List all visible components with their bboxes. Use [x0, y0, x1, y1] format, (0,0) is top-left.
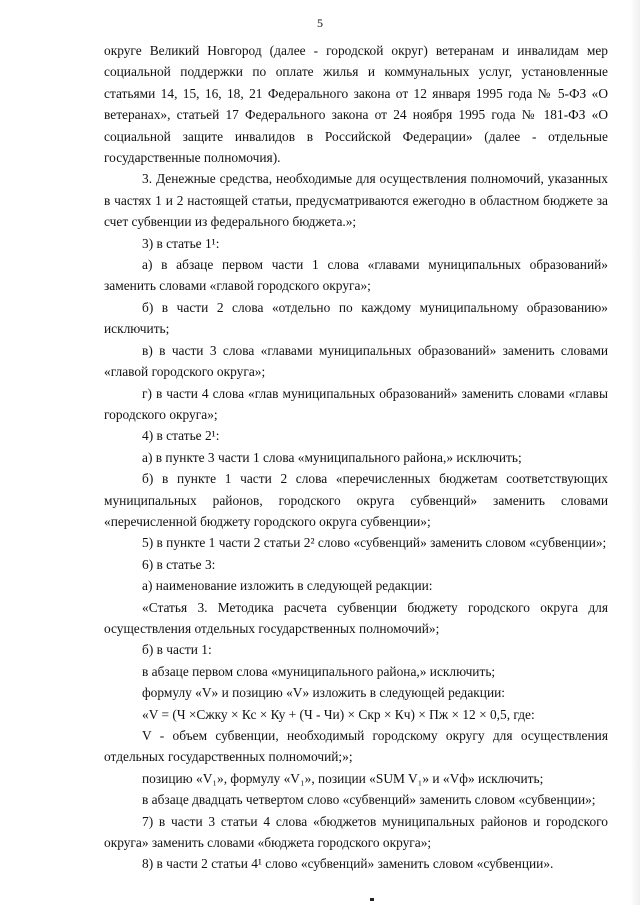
paragraph: округе Великий Новгород (далее - городской округ) ветеранам и инвалидам мер социальной поддержки по оплате жилья и коммунальных услуг, установленные статьями 14, 15, 16, 18, 21 Федерального закона от 12 января 1995 года № 5-ФЗ «О ветеранах», статьей 17 Федерального закона от 24 ноября 1995 года № 181-ФЗ «О социальной защите инвалидов в Российской Федерации» (далее - отдельные государственные полномочия). [104, 43, 608, 166]
paragraph: в) в части 3 слова «главами муниципальных образований» заменить словами «главой городского округа»; [104, 342, 608, 380]
page-number: 5 [317, 16, 323, 30]
paragraph: 5) в пункте 1 части 2 статьи 2² слово «субвенций» заменить словом «субвенции»; [142, 535, 607, 551]
paragraph: V - объем субвенции, необходимый городскому округу для осуществления отдельных государственных полномочий;»; [104, 728, 608, 765]
paragraph: 3. Денежные средства, необходимые для осуществления полномочий, указанных в частях 1 и 2 настоящей статьи, предусматриваются ежегодно в областном бюджете за счет субвенции из федерального бюджета.»; [104, 171, 608, 230]
paragraph: 3) в статье 1¹: [142, 235, 220, 251]
paragraph: б) в части 1: [142, 642, 212, 658]
paragraph: позицию «V₁», формулу «V₁», позиции «SUM V₁» и «Vф» исключить; [142, 770, 544, 786]
scan-artifact-mark [370, 898, 374, 901]
paragraph: г) в части 4 слова «глав муниципальных образований» заменить словами «главы городского округа»; [104, 385, 608, 422]
paragraph: а) в абзаце первом части 1 слова «главами муниципальных образований» заменить словами «главой городского округа»; [104, 257, 608, 294]
paragraph: «Статья 3. Методика расчета субвенции бюджету городского округа для осуществления отдельных государственных полномочий»; [104, 599, 608, 636]
paragraph: в абзаце двадцать четвертом слово «субвенций» заменить словом «субвенции»; [142, 792, 596, 808]
paragraph: б) в пункте 1 части 2 слова «перечисленных бюджетам соответствующих муниципальных районов, городского округа субвенций» заменить словами «перечисленной бюджету городского округа субвенции»; [104, 471, 608, 529]
formula: «V = (Ч ×Сжку × Кс × Ку + (Ч - Чи) × Скр × Кч) × Пж × 12 × 0,5, где: [142, 706, 535, 722]
scan-edge-shadow [630, 0, 640, 905]
paragraph: 4) в статье 2¹: [142, 428, 220, 444]
paragraph: а) наименование изложить в следующей редакции: [142, 578, 433, 594]
document-body [104, 40, 608, 875]
paragraph: а) в пункте 3 части 1 слова «муниципального района,» исключить; [142, 449, 522, 465]
paragraph: 7) в части 3 статьи 4 слова «бюджетов муниципальных районов и городского округа» заменить словами «бюджета городского округа»; [104, 813, 608, 851]
paragraph: 8) в части 2 статьи 4¹ слово «субвенций» заменить словом «субвенции». [142, 856, 554, 872]
paragraph: в абзаце первом слова «муниципального района,» исключить; [142, 663, 496, 679]
paragraph: б) в части 2 слова «отдельно по каждому муниципальному образованию» исключить; [104, 299, 608, 337]
paragraph: формулу «V» и позицию «V» изложить в следующей редакции: [142, 685, 506, 701]
paragraph: 6) в статье 3: [142, 556, 216, 572]
